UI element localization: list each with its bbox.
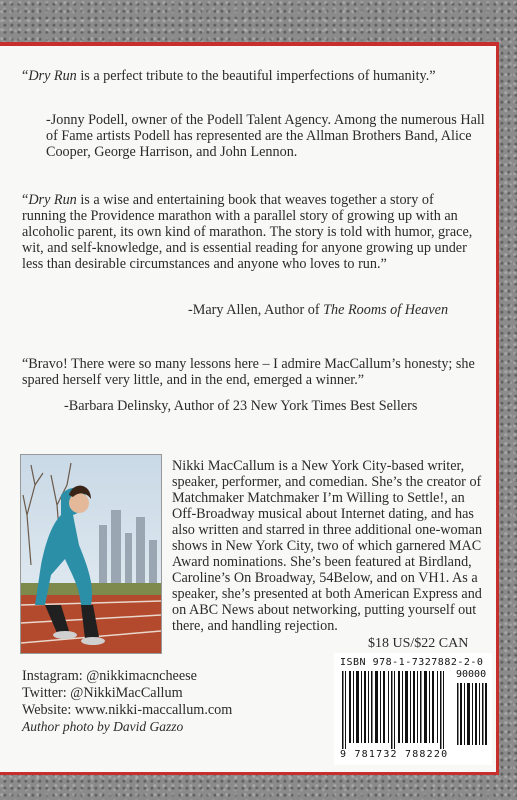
barcode-bars: [340, 671, 450, 749]
price: $18 US/$22 CAN: [368, 636, 469, 651]
photo-credit: Author photo by David Gazzo: [22, 719, 184, 734]
barcode-addon-bars: [456, 683, 488, 745]
barcode: [334, 653, 492, 765]
quote-1-attribution: -Jonny Podell, owner of the Podell Talent Agency. Among the numerous Hall of Fame artists Podell has represented are the Allman Brothers Band, Alice Cooper, George Harrison, and John Lennon.: [46, 112, 485, 160]
quote-1-text: is a perfect tribute to the beautiful imperfections of humanity.”: [76, 68, 436, 84]
quote-1-title: Dry Run: [28, 68, 77, 84]
barcode-addon-digits: 90000: [456, 669, 487, 680]
quote-1: “Dry Run is a perfect tribute to the beautiful imperfections of humanity.”: [22, 68, 436, 84]
author-bio: Nikki MacCallum is a New York City-based writer, speaker, performer, and comedian. She’s the creator of Matchmaker Matchmaker I’m Willing to Settle!, an Off-Broadway musical about Internet dating, and has also written and starred in three additional one-woman shows in New York City, two of which garnered MAC Award nominations. She’s been featured at Birdland, Caroline’s On Broadway, 54Below, and on VH1. As a speaker, she’s presented at both American Express and on ABC News about networking, putting yourself out there, and handling rejection.: [172, 458, 483, 634]
website: Website: www.nikki-maccallum.com: [22, 702, 233, 718]
quote-2-attribution-book: The Rooms of Heaven: [323, 302, 449, 318]
quote-2: “Dry Run is a wise and entertaining book that weaves together a story of running the Providence marathon with a parallel story of growing up with an alcoholic parent, its own kind of marathon. The story is told with humor, grace, wit, and self-knowledge, and is essential reading for anyone growing up under less than desirable circumstances and anyone who loves to run.”: [22, 192, 473, 272]
isbn-label: ISBN 978-1-7327882-2-0: [340, 657, 484, 668]
quote-3-attribution: -Barbara Delinsky, Author of 23 New York Times Best Sellers: [64, 398, 418, 414]
quote-2-text: is a wise and entertaining book that weaves together a story of running the Providence marathon with a parallel story of growing up with an alcoholic parent, its own kind of marathon. The story is told with humor, grace, wit, and self-knowledge, and is essential reading for anyone growing up under less than desirable circumstances and anyone who loves to run.”: [22, 192, 473, 272]
instagram-handle: Instagram: @nikkimacncheese: [22, 668, 197, 684]
twitter-handle: Twitter: @NikkiMacCallum: [22, 685, 183, 701]
quote-2-title: Dry Run: [28, 192, 77, 208]
author-photo: [20, 454, 162, 654]
quote-2-attribution: [188, 302, 448, 318]
author-photo-illustration: [21, 455, 161, 653]
quote-3: “Bravo! There were so many lessons here – I admire MacCallum’s honesty; she spared herself very little, and in the end, emerged a winner.”: [22, 356, 475, 388]
barcode-digits: 9 781732 788220: [340, 749, 449, 760]
quote-2-attribution-prefix: -Mary Allen, Author of: [188, 302, 324, 318]
